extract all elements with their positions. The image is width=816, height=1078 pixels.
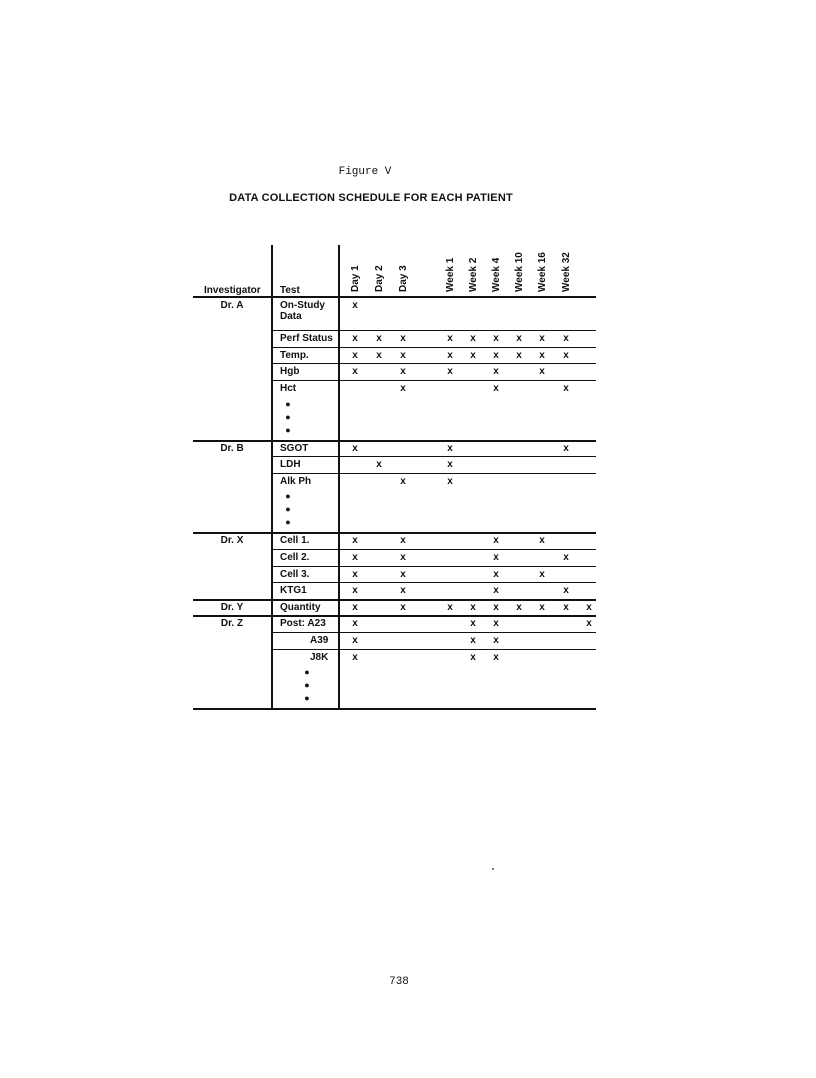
- continuation-bullet: ●: [285, 411, 291, 422]
- scan-speck: [492, 868, 494, 870]
- test-name: LDH: [280, 459, 301, 471]
- schedule-mark: x: [447, 349, 453, 361]
- schedule-mark: x: [563, 601, 569, 613]
- group-rule: [193, 615, 596, 617]
- schedule-mark: x: [563, 333, 569, 345]
- row-rule: [271, 380, 596, 381]
- schedule-mark: x: [493, 568, 499, 580]
- schedule-mark: x: [376, 333, 382, 345]
- investigator-name: Dr. X: [220, 535, 244, 547]
- schedule-mark: x: [352, 585, 358, 597]
- schedule-mark: x: [539, 366, 545, 378]
- page-number: 738: [389, 976, 409, 988]
- column-header: Day 3: [398, 265, 409, 292]
- group-rule: [193, 599, 596, 601]
- schedule-mark: x: [493, 552, 499, 563]
- test-name: SGOT: [280, 442, 309, 454]
- test-name: Cell 3.: [280, 568, 310, 580]
- column-header: Day 2: [374, 265, 385, 292]
- schedule-mark: x: [352, 366, 358, 378]
- schedule-mark: x: [539, 568, 545, 580]
- schedule-mark: x: [493, 383, 499, 394]
- test-name: Hgb: [280, 366, 300, 378]
- schedule-mark: x: [516, 601, 522, 613]
- schedule-mark: x: [352, 349, 358, 361]
- schedule-mark: x: [516, 333, 522, 345]
- row-rule: [271, 473, 596, 474]
- schedule-mark: x: [376, 349, 382, 361]
- page-title: DATA COLLECTION SCHEDULE FOR EACH PATIENT: [229, 192, 513, 204]
- schedule-mark: x: [539, 601, 545, 613]
- header-investigator: Investigator: [204, 285, 261, 296]
- schedule-mark: x: [539, 333, 545, 345]
- test-name: A39: [310, 635, 329, 646]
- column-header: Day 1: [350, 265, 361, 292]
- test-name: Cell 1.: [280, 535, 310, 547]
- investigator-name: Dr. B: [220, 442, 244, 454]
- header-rule: [193, 296, 596, 298]
- group-rule: [193, 532, 596, 534]
- schedule-mark: x: [563, 349, 569, 361]
- schedule-mark: x: [493, 651, 499, 663]
- schedule-mark: x: [352, 651, 358, 663]
- schedule-mark: x: [352, 601, 358, 613]
- continuation-bullet: ●: [285, 398, 291, 409]
- investigator-name: Dr. Z: [220, 618, 244, 630]
- continuation-bullet: ●: [304, 693, 310, 704]
- schedule-mark: x: [493, 366, 499, 378]
- schedule-mark: x: [493, 333, 499, 345]
- schedule-mark: x: [400, 383, 406, 394]
- schedule-mark: x: [493, 635, 499, 646]
- group-rule: [193, 440, 596, 442]
- test-name: KTG1: [280, 585, 307, 597]
- row-rule: [271, 330, 596, 331]
- schedule-mark: x: [400, 333, 406, 345]
- schedule-mark: x: [539, 349, 545, 361]
- row-rule: [271, 649, 596, 650]
- column-header: Week 10: [514, 252, 525, 292]
- schedule-mark: x: [493, 601, 499, 613]
- row-rule: [271, 549, 596, 550]
- row-rule: [271, 456, 596, 457]
- schedule-mark: x: [400, 568, 406, 580]
- schedule-mark: x: [493, 618, 499, 630]
- schedule-mark: x: [447, 475, 453, 487]
- test-name: On-Study Data: [280, 300, 325, 322]
- column-header: Week 16: [537, 252, 548, 292]
- test-name: Alk Ph: [280, 475, 312, 487]
- test-name: Quantity: [280, 601, 321, 613]
- continuation-bullet: ●: [304, 680, 310, 691]
- schedule-mark: x: [352, 333, 358, 345]
- schedule-mark: x: [352, 300, 358, 311]
- column-header: Week 1: [445, 257, 456, 292]
- schedule-mark: x: [400, 601, 406, 613]
- test-name: Temp.: [280, 349, 309, 361]
- schedule-mark: x: [352, 618, 358, 630]
- schedule-mark: x: [400, 475, 406, 487]
- schedule-mark: x: [447, 366, 453, 378]
- schedule-mark: x: [470, 635, 476, 646]
- schedule-mark: x: [470, 349, 476, 361]
- schedule-mark: x: [563, 442, 569, 454]
- schedule-column-rule: [338, 245, 340, 709]
- schedule-mark: x: [447, 442, 453, 454]
- continuation-bullet: ●: [285, 504, 291, 515]
- schedule-mark: x: [352, 552, 358, 563]
- column-header: Week 2: [468, 257, 479, 292]
- schedule-mark: x: [400, 535, 406, 547]
- schedule-mark: x: [447, 459, 453, 471]
- schedule-mark: x: [563, 552, 569, 563]
- row-rule: [271, 632, 596, 633]
- schedule-mark: x: [400, 349, 406, 361]
- schedule-mark: x: [539, 535, 545, 547]
- column-header: Week 4: [491, 257, 502, 292]
- schedule-mark: x: [400, 366, 406, 378]
- schedule-mark: x: [376, 459, 382, 471]
- investigator-name: Dr. A: [220, 300, 244, 311]
- schedule-mark: x: [563, 585, 569, 597]
- schedule-mark: x: [493, 585, 499, 597]
- investigator-name: Dr. Y: [220, 601, 244, 613]
- column-header: Week 32: [561, 252, 572, 292]
- schedule-mark: x: [470, 333, 476, 345]
- schedule-mark: x: [352, 442, 358, 454]
- schedule-mark: x: [493, 535, 499, 547]
- continuation-bullet: ●: [285, 517, 291, 528]
- row-rule: [271, 566, 596, 567]
- schedule-mark: x: [352, 568, 358, 580]
- schedule-mark: x: [493, 349, 499, 361]
- schedule-mark: x: [447, 601, 453, 613]
- schedule-mark: x: [470, 651, 476, 663]
- schedule-mark: x: [470, 618, 476, 630]
- group-rule: [193, 708, 596, 710]
- schedule-mark: x: [352, 635, 358, 646]
- row-rule: [271, 347, 596, 348]
- schedule-mark: x: [586, 618, 592, 630]
- test-column-rule: [271, 245, 273, 709]
- row-rule: [271, 582, 596, 583]
- schedule-mark: x: [352, 535, 358, 547]
- test-name: J8K: [310, 651, 329, 663]
- test-name: Cell 2.: [280, 552, 310, 563]
- row-rule: [271, 363, 596, 364]
- schedule-mark: x: [516, 349, 522, 361]
- continuation-bullet: ●: [285, 491, 291, 502]
- schedule-mark: x: [470, 601, 476, 613]
- schedule-mark: x: [563, 383, 569, 394]
- test-name: Post: A23: [280, 618, 326, 630]
- schedule-mark: x: [447, 333, 453, 345]
- header-test: Test: [280, 285, 300, 296]
- schedule-mark: x: [400, 585, 406, 597]
- figure-label: Figure V: [338, 166, 392, 178]
- continuation-bullet: ●: [285, 424, 291, 435]
- schedule-mark: x: [586, 601, 592, 613]
- continuation-bullet: ●: [304, 667, 310, 678]
- test-name: Hct: [280, 383, 297, 394]
- schedule-mark: x: [400, 552, 406, 563]
- test-name: Perf Status: [280, 333, 333, 345]
